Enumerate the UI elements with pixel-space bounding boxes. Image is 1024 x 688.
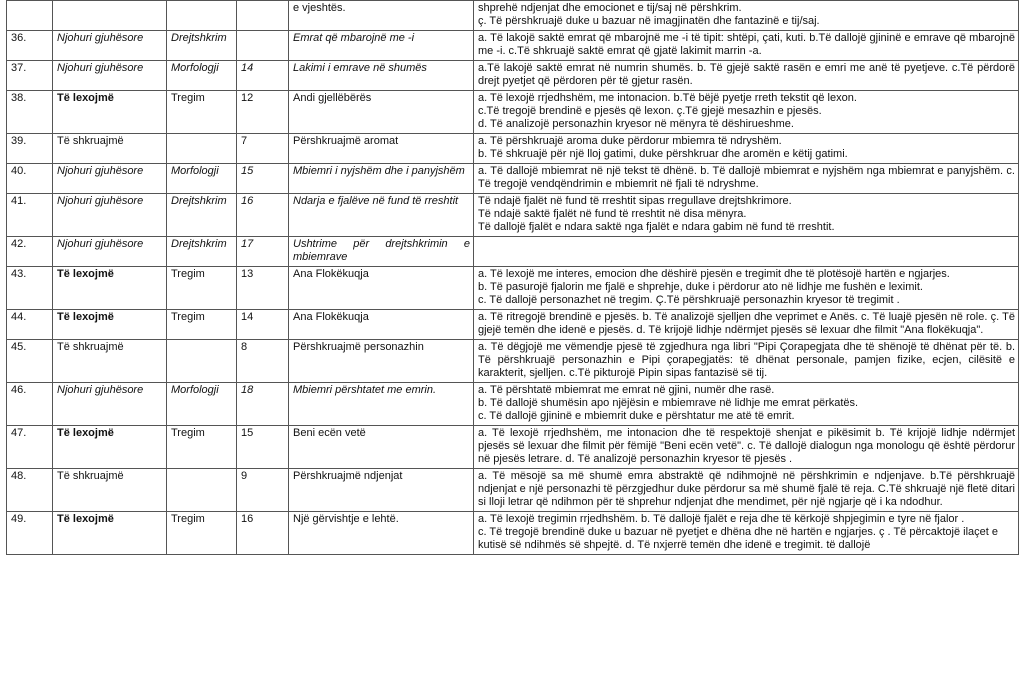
lesson-title: e vjeshtës. — [289, 1, 474, 31]
table-row — [7, 426, 1019, 469]
lesson-title: Emrat që mbarojnë me -i — [289, 31, 474, 61]
lesson-number: 47. — [7, 426, 53, 469]
lesson-objectives — [474, 31, 1019, 61]
objective-line: a. Të ritregojë brendinë e pjesës. b. Të analizojë sjelljen dhe veprimet e Anës. c. Të luajë pjesën në role. ç. Të gjejë temën dhe idenë e pjesës. d. Të krijojë lidhje ndërmjet pjesës së lexuar dhe filmit "Ana flokëkuqja". — [478, 311, 1015, 336]
lesson-hour-number — [237, 31, 289, 61]
objective-line: a. Të lexojë tregimin rrjedhshëm. b. Të dallojë fjalët e reja dhe të kërkojë shpjegimin e tyre në fjalor . — [478, 513, 965, 525]
lesson-hour-number: 15 — [237, 164, 289, 194]
lesson-objectives — [474, 91, 1019, 134]
objective-line: b. Të shkruajë për një lloj gatimi, duke përshkruar dhe aromën e këtij gatimi. — [478, 148, 848, 160]
lesson-number: 38. — [7, 91, 53, 134]
lesson-hour-number: 18 — [237, 383, 289, 426]
lesson-plan-table — [6, 0, 1019, 555]
objective-line: a. Të përshtatë mbiemrat me emrat në gjini, numër dhe rasë. — [478, 384, 775, 396]
objective-line: Të ndajë saktë fjalët në fund të rreshtit në disa mënyra. — [478, 208, 747, 220]
lesson-title: Mbiemri i nyjshëm dhe i panyjshëm — [289, 164, 474, 194]
table-row — [7, 164, 1019, 194]
lesson-title: Lakimi i emrave në shumës — [289, 61, 474, 91]
lesson-title: Beni ecën vetë — [289, 426, 474, 469]
lesson-component — [167, 340, 237, 383]
lesson-title: Ushtrime për drejtshkrimin e mbiemrave — [289, 237, 474, 267]
lesson-component — [167, 134, 237, 164]
lesson-hour-number: 8 — [237, 340, 289, 383]
table-row — [7, 267, 1019, 310]
objective-line: a. Të lexojë rrjedhshëm, me intonacion dhe të respektojë shenjat e pikësimit b. Të krijojë lidhje ndërmjet pjesës së lexuar dhe filmit për fëmijë "Beni ecën vetë". c. Të dallojë dialogun nga monologu që është përdorur në pjesës letrare. d. Të analizojë personazhin kryesor të pjesës . — [478, 427, 1015, 465]
lesson-number: 43. — [7, 267, 53, 310]
lesson-number: 46. — [7, 383, 53, 426]
lesson-objectives — [474, 237, 1019, 267]
objective-line: Të dallojë fjalët e ndara saktë nga fjalët e ndara gabim në fund të rreshtit. — [478, 221, 835, 233]
lesson-number — [7, 1, 53, 31]
lesson-title: Andi gjellëbërës — [289, 91, 474, 134]
lesson-subject: Njohuri gjuhësore — [53, 383, 167, 426]
lesson-hour-number: 13 — [237, 267, 289, 310]
lesson-component: Tregim — [167, 310, 237, 340]
lesson-component: Drejtshkrim — [167, 31, 237, 61]
lesson-subject: Të shkruajmë — [53, 340, 167, 383]
lesson-title: Mbiemri përshtatet me emrin. — [289, 383, 474, 426]
lesson-objectives — [474, 426, 1019, 469]
lesson-number: 37. — [7, 61, 53, 91]
lesson-objectives — [474, 310, 1019, 340]
lesson-component — [167, 469, 237, 512]
objective-line: c.Të tregojë brendinë e pjesës që lexon. ç.Të gjejë mesazhin e pjesës. — [478, 105, 822, 117]
lesson-subject: Njohuri gjuhësore — [53, 194, 167, 237]
lesson-objectives — [474, 164, 1019, 194]
lesson-title: Ndarja e fjalëve në fund të rreshtit — [289, 194, 474, 237]
lesson-component: Tregim — [167, 91, 237, 134]
lesson-number: 44. — [7, 310, 53, 340]
table-row — [7, 237, 1019, 267]
lesson-component: Morfologji — [167, 164, 237, 194]
lesson-objectives — [474, 1, 1019, 31]
lesson-hour-number: 7 — [237, 134, 289, 164]
lesson-component: Tregim — [167, 426, 237, 469]
lesson-subject: Të shkruajmë — [53, 469, 167, 512]
lesson-component: Morfologji — [167, 61, 237, 91]
objective-line: b. Të dallojë shumësin apo njëjësin e mbiemrave në lidhje me emrat përkatës. — [478, 397, 859, 409]
lesson-number: 39. — [7, 134, 53, 164]
table-row — [7, 91, 1019, 134]
lesson-subject: Njohuri gjuhësore — [53, 164, 167, 194]
lesson-hour-number — [237, 1, 289, 31]
lesson-subject: Njohuri gjuhësore — [53, 61, 167, 91]
objective-line: a.Të lakojë saktë emrat në numrin shumës. b. Të gjejë saktë rasën e emri me anë të pyetjeve. c.Të përdorë drejt pyetjet që përdoren për të gjetur rasën. — [478, 62, 1015, 87]
lesson-component: Tregim — [167, 267, 237, 310]
lesson-objectives — [474, 134, 1019, 164]
table-row — [7, 31, 1019, 61]
lesson-component: Morfologji — [167, 383, 237, 426]
lesson-objectives — [474, 194, 1019, 237]
table-row — [7, 194, 1019, 237]
lesson-hour-number: 15 — [237, 426, 289, 469]
lesson-objectives — [474, 340, 1019, 383]
table-row — [7, 340, 1019, 383]
lesson-subject: Të lexojmë — [53, 267, 167, 310]
objective-line: a. Të lexojë rrjedhshëm, me intonacion. b.Të bëjë pyetje rreth tekstit që lexon. — [478, 92, 857, 104]
lesson-objectives — [474, 61, 1019, 91]
table-row — [7, 512, 1019, 555]
objective-line: b. Të pasurojë fjalorin me fjalë e shprehje, duke i përdorur ato në lidhje me fushën e leximit. — [478, 281, 923, 293]
lesson-component: Tregim — [167, 512, 237, 555]
lesson-number: 41. — [7, 194, 53, 237]
lesson-plan-page — [6, 0, 1018, 555]
lesson-number: 42. — [7, 237, 53, 267]
lesson-objectives — [474, 512, 1019, 555]
objective-line: a. Të lakojë saktë emrat që mbarojnë me -i të tipit: shtëpi, çati, kuti. b.Të dallojë gjininë e emrave që mbarojnë me -i. c.Të shkruajë saktë emrat që gjatë lakimit marrin -a. — [478, 32, 1015, 57]
objective-line: a. Të përshkruajë aroma duke përdorur mbiemra të ndryshëm. — [478, 135, 782, 147]
table-row — [7, 383, 1019, 426]
objective-line: c. Të tregojë brendinë duke u bazuar në pyetjet e dhëna dhe në hartën e ngjarjes. ç . Të përcaktojë ilaçet e kutisë së ndihmës së shpejtë. d. Të nxjerrë temën dhe idenë e tregimit. të dallojë — [478, 526, 998, 551]
objective-line: d. Të analizojë personazhin kryesor në mënyra të dëshirueshme. — [478, 118, 794, 130]
table-row — [7, 61, 1019, 91]
lesson-subject — [53, 1, 167, 31]
lesson-hour-number: 17 — [237, 237, 289, 267]
lesson-hour-number: 14 — [237, 310, 289, 340]
lesson-subject: Të shkruajmë — [53, 134, 167, 164]
lesson-title: Përshkruajmë personazhin — [289, 340, 474, 383]
lesson-title: Ana Flokëkuqja — [289, 310, 474, 340]
objective-line: c. Të dallojë gjininë e mbiemrit duke e përshtatur me atë të emrit. — [478, 410, 795, 422]
lesson-hour-number: 16 — [237, 194, 289, 237]
objective-line: Të ndajë fjalët në fund të rreshtit sipas rregullave drejtshkrimore. — [478, 195, 792, 207]
lesson-number: 49. — [7, 512, 53, 555]
lesson-component: Drejtshkrim — [167, 194, 237, 237]
lesson-objectives — [474, 383, 1019, 426]
objective-line: a. Të mësojë sa më shumë emra abstraktë që ndihmojnë në përshkrimin e ndjenjave. b.Të përshkruajë ndjenjat e një personazhi të përzgjedhur duke përdorur sa më shumë fjalë të reja. C.Të shkruajë një fletë ditari si lloji letrar që ndihmon për të shprehur ndjenjat dhe mendimet, për një ngjarje që i ka ndodhur. — [478, 470, 1015, 508]
lesson-hour-number: 12 — [237, 91, 289, 134]
lesson-title: Ana Flokëkuqja — [289, 267, 474, 310]
lesson-objectives — [474, 267, 1019, 310]
lesson-title: Një gërvishtje e lehtë. — [289, 512, 474, 555]
lesson-subject: Të lexojmë — [53, 91, 167, 134]
lesson-component: Drejtshkrim — [167, 237, 237, 267]
table-row — [7, 469, 1019, 512]
lesson-hour-number: 16 — [237, 512, 289, 555]
table-row — [7, 310, 1019, 340]
lesson-subject: Të lexojmë — [53, 426, 167, 469]
lesson-number: 48. — [7, 469, 53, 512]
objective-line: shprehë ndjenjat dhe emocionet e tij/saj në përshkrim. — [478, 2, 742, 14]
lesson-objectives — [474, 469, 1019, 512]
lesson-number: 45. — [7, 340, 53, 383]
lesson-hour-number: 14 — [237, 61, 289, 91]
lesson-number: 40. — [7, 164, 53, 194]
table-row — [7, 1, 1019, 31]
lesson-rows — [7, 1, 1019, 555]
lesson-subject: Të lexojmë — [53, 512, 167, 555]
lesson-subject: Të lexojmë — [53, 310, 167, 340]
lesson-number: 36. — [7, 31, 53, 61]
objective-line: ç. Të përshkruajë duke u bazuar në imagjinatën dhe fantazinë e tij/saj. — [478, 15, 820, 27]
lesson-subject: Njohuri gjuhësore — [53, 31, 167, 61]
lesson-title: Përshkruajmë ndjenjat — [289, 469, 474, 512]
table-row — [7, 134, 1019, 164]
objective-line: a. Të dëgjojë me vëmendje pjesë të zgjedhura nga libri "Pipi Çorapegjata dhe të shënojë të dhënat për të. b. Të përshkruajë personazhin e Pipi çorapegjatës: të dhënat personale, pamjen fizike, ecjen, cilësitë e karakterit, sjelljen. c.Të pikturojë Pipin sipas fantazisë së tij. — [478, 341, 1015, 379]
lesson-title: Përshkruajmë aromat — [289, 134, 474, 164]
objective-line: c. Të dallojë personazhet në tregim. Ç.Të përshkruajë personazhin kryesor të tregimit . — [478, 294, 900, 306]
objective-line: a. Të dallojë mbiemrat në një tekst të dhënë. b. Të dallojë mbiemrat e nyjshëm nga mbiemrat e panyjshëm. c. Të tregojë vendqëndrimin e mbiemrit në fjali të ndryshme. — [478, 165, 1015, 190]
objective-line: a. Të lexojë me interes, emocion dhe dëshirë pjesën e tregimit dhe të plotësojë hartën e ngjarjes. — [478, 268, 950, 280]
lesson-subject: Njohuri gjuhësore — [53, 237, 167, 267]
lesson-hour-number: 9 — [237, 469, 289, 512]
lesson-component — [167, 1, 237, 31]
